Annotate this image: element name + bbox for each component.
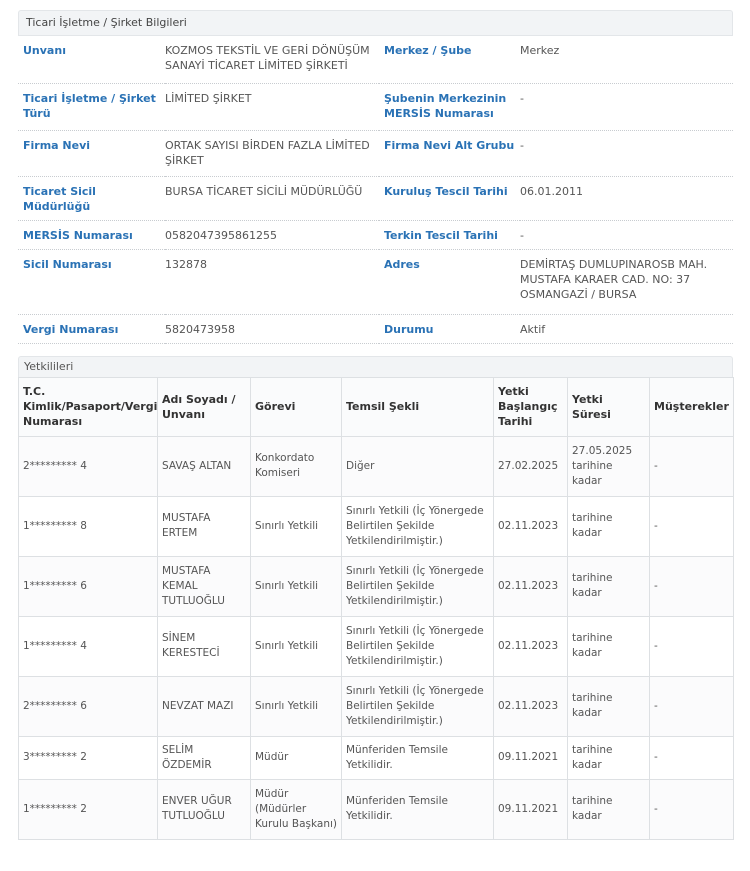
cell-gorev: Sınırlı Yetkili bbox=[251, 496, 342, 556]
label-sicil-mudurlugu: Ticaret Sicil Müdürlüğü bbox=[18, 176, 165, 220]
cell-baslangic: 09.11.2021 bbox=[494, 779, 568, 839]
cell-sure: tarihine kadar bbox=[568, 736, 650, 779]
cell-baslangic: 09.11.2021 bbox=[494, 736, 568, 779]
cell-ad: MUSTAFA ERTEM bbox=[158, 496, 251, 556]
info-row-mersis bbox=[18, 220, 733, 249]
col-kimlik-no: T.C. Kimlik/Pasaport/Vergi Numarası bbox=[19, 377, 158, 436]
label-mersis: MERSİS Numarası bbox=[18, 220, 165, 249]
cell-ad: ENVER UĞUR TUTLUOĞLU bbox=[158, 779, 251, 839]
cell-gorev: Müdür (Müdürler Kurulu Başkanı) bbox=[251, 779, 342, 839]
col-gorevi: Görevi bbox=[251, 377, 342, 436]
cell-kimlik: 2********* 6 bbox=[19, 676, 158, 736]
cell-sure: tarihine kadar bbox=[568, 496, 650, 556]
cell-kimlik: 1********* 2 bbox=[19, 779, 158, 839]
info-row-vergi-no bbox=[18, 314, 733, 343]
cell-temsil: Sınırlı Yetkili (İç Yönergede Belirtilen Şekilde Yetkilendirilmiştir.) bbox=[342, 556, 494, 616]
value-sicil-no: 132878 bbox=[165, 249, 379, 314]
cell-baslangic: 02.11.2023 bbox=[494, 616, 568, 676]
cell-gorev: Sınırlı Yetkili bbox=[251, 616, 342, 676]
info-row-sirket-turu bbox=[18, 83, 733, 130]
value-sicil-mudurlugu: BURSA TİCARET SİCİLİ MÜDÜRLÜĞÜ bbox=[165, 176, 379, 220]
label-vergi-no: Vergi Numarası bbox=[18, 314, 165, 343]
info-row-sicil-mudurlugu bbox=[18, 176, 733, 220]
cell-musterek: - bbox=[650, 616, 734, 676]
cell-baslangic: 27.02.2025 bbox=[494, 436, 568, 496]
cell-temsil: Münferiden Temsile Yetkilidir. bbox=[342, 779, 494, 839]
cell-musterek: - bbox=[650, 676, 734, 736]
cell-temsil: Sınırlı Yetkili (İç Yönergede Belirtilen Şekilde Yetkilendirilmiştir.) bbox=[342, 616, 494, 676]
cell-kimlik: 1********* 8 bbox=[19, 496, 158, 556]
table-row bbox=[19, 436, 734, 496]
col-yetki-suresi: Yetki Süresi bbox=[568, 377, 650, 436]
table-row bbox=[19, 676, 734, 736]
info-row-sicil-no bbox=[18, 249, 733, 314]
value-mersis: 0582047395861255 bbox=[165, 220, 379, 249]
company-info-container bbox=[18, 10, 733, 840]
col-temsil-sekli: Temsil Şekli bbox=[342, 377, 494, 436]
value-merkez-sube: Merkez bbox=[520, 36, 733, 83]
cell-musterek: - bbox=[650, 436, 734, 496]
value-firma-nevi: ORTAK SAYISI BİRDEN FAZLA LİMİTED ŞİRKET bbox=[165, 130, 379, 176]
col-adi-soyadi: Adı Soyadı / Unvanı bbox=[158, 377, 251, 436]
cell-kimlik: 3********* 2 bbox=[19, 736, 158, 779]
cell-baslangic: 02.11.2023 bbox=[494, 556, 568, 616]
info-row-firma-nevi bbox=[18, 130, 733, 176]
cell-temsil: Sınırlı Yetkili (İç Yönergede Belirtilen Şekilde Yetkilendirilmiştir.) bbox=[342, 676, 494, 736]
col-musterekler: Müşterekler bbox=[650, 377, 734, 436]
cell-gorev: Sınırlı Yetkili bbox=[251, 556, 342, 616]
value-adres: DEMİRTAŞ DUMLUPINAROSB MAH. MUSTAFA KARAER CAD. NO: 37 OSMANGAZİ / BURSA bbox=[520, 249, 733, 314]
label-firma-nevi: Firma Nevi bbox=[18, 130, 165, 176]
value-durumu: Aktif bbox=[520, 314, 733, 343]
cell-musterek: - bbox=[650, 736, 734, 779]
cell-kimlik: 2********* 4 bbox=[19, 436, 158, 496]
cell-gorev: Sınırlı Yetkili bbox=[251, 676, 342, 736]
cell-sure: tarihine kadar bbox=[568, 616, 650, 676]
cell-baslangic: 02.11.2023 bbox=[494, 676, 568, 736]
cell-temsil: Sınırlı Yetkili (İç Yönergede Belirtilen Şekilde Yetkilendirilmiştir.) bbox=[342, 496, 494, 556]
authorized-table bbox=[18, 377, 734, 840]
value-sube-mersis: - bbox=[520, 83, 733, 130]
cell-temsil: Münferiden Temsile Yetkilidir. bbox=[342, 736, 494, 779]
value-unvan: KOZMOS TEKSTİL VE GERİ DÖNÜŞÜM SANAYİ TİCARET LİMİTED ŞİRKETİ bbox=[165, 36, 379, 83]
value-vergi-no: 5820473958 bbox=[165, 314, 379, 343]
cell-gorev: Müdür bbox=[251, 736, 342, 779]
table-row bbox=[19, 779, 734, 839]
cell-ad: SAVAŞ ALTAN bbox=[158, 436, 251, 496]
label-adres: Adres bbox=[379, 249, 520, 314]
value-kurulus-tarihi: 06.01.2011 bbox=[520, 176, 733, 220]
value-firma-nevi-alt-grubu: - bbox=[520, 130, 733, 176]
label-firma-nevi-alt-grubu: Firma Nevi Alt Grubu bbox=[379, 130, 520, 176]
value-sirket-turu: LİMİTED ŞİRKET bbox=[165, 83, 379, 130]
label-durumu: Durumu bbox=[379, 314, 520, 343]
value-terkin-tarihi: - bbox=[520, 220, 733, 249]
cell-sure: tarihine kadar bbox=[568, 556, 650, 616]
label-merkez-sube: Merkez / Şube bbox=[379, 36, 520, 83]
company-section-header: Ticari İşletme / Şirket Bilgileri bbox=[18, 10, 733, 36]
label-sicil-no: Sicil Numarası bbox=[18, 249, 165, 314]
cell-sure: tarihine kadar bbox=[568, 779, 650, 839]
cell-kimlik: 1********* 4 bbox=[19, 616, 158, 676]
cell-musterek: - bbox=[650, 779, 734, 839]
label-sirket-turu: Ticari İşletme / Şirket Türü bbox=[18, 83, 165, 130]
label-kurulus-tarihi: Kuruluş Tescil Tarihi bbox=[379, 176, 520, 220]
table-row bbox=[19, 556, 734, 616]
table-row bbox=[19, 496, 734, 556]
info-row-unvan bbox=[18, 36, 733, 83]
cell-ad: NEVZAT MAZI bbox=[158, 676, 251, 736]
cell-baslangic: 02.11.2023 bbox=[494, 496, 568, 556]
authorized-section-header: Yetkilileri bbox=[18, 356, 733, 377]
cell-ad: SİNEM KERESTECİ bbox=[158, 616, 251, 676]
col-yetki-baslangic: Yetki Başlangıç Tarihi bbox=[494, 377, 568, 436]
label-terkin-tarihi: Terkin Tescil Tarihi bbox=[379, 220, 520, 249]
cell-ad: MUSTAFA KEMAL TUTLUOĞLU bbox=[158, 556, 251, 616]
authorized-header-row bbox=[19, 377, 734, 436]
cell-temsil: Diğer bbox=[342, 436, 494, 496]
label-sube-mersis: Şubenin Merkezinin MERSİS Numarası bbox=[379, 83, 520, 130]
cell-gorev: Konkordato Komiseri bbox=[251, 436, 342, 496]
cell-musterek: - bbox=[650, 556, 734, 616]
table-row bbox=[19, 616, 734, 676]
company-info-table bbox=[18, 36, 733, 344]
cell-musterek: - bbox=[650, 496, 734, 556]
cell-ad: SELİM ÖZDEMİR bbox=[158, 736, 251, 779]
table-row bbox=[19, 736, 734, 779]
cell-sure: 27.05.2025 tarihine kadar bbox=[568, 436, 650, 496]
cell-sure: tarihine kadar bbox=[568, 676, 650, 736]
cell-kimlik: 1********* 6 bbox=[19, 556, 158, 616]
label-unvan: Unvanı bbox=[18, 36, 165, 83]
